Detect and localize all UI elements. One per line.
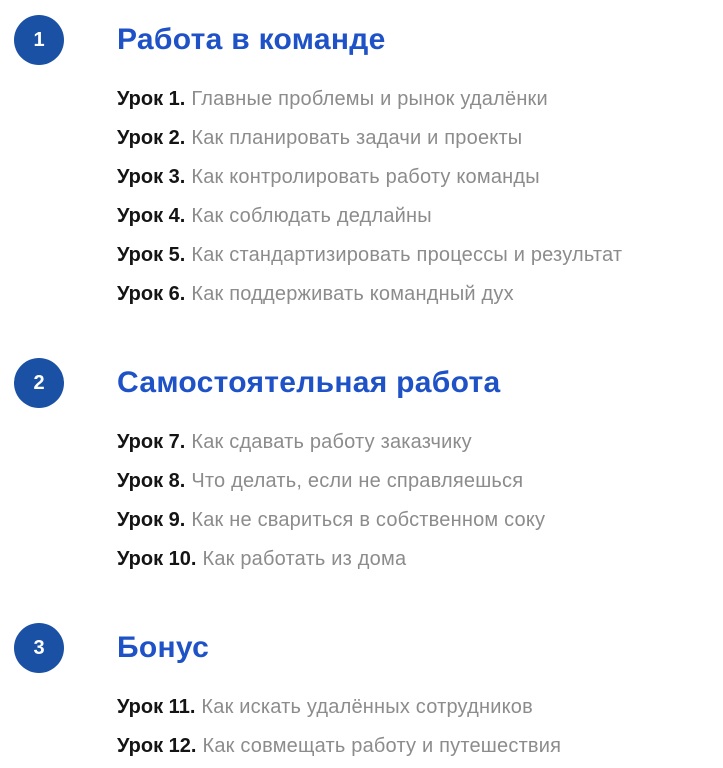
lesson-list: [117, 695, 561, 758]
lesson-list: [117, 430, 545, 571]
list-item: [117, 282, 622, 306]
list-item: [117, 126, 622, 150]
list-item: [117, 87, 622, 111]
section-number-badge: [14, 358, 64, 408]
section-teamwork: [14, 15, 723, 306]
section-number-badge: [14, 15, 64, 65]
list-item: [117, 469, 545, 493]
lesson-label: Урок 6.: [117, 283, 186, 305]
lesson-title: Как поддерживать командный дух: [191, 283, 514, 305]
lesson-title: Как искать удалённых сотрудников: [201, 696, 533, 718]
list-item: [117, 734, 561, 758]
list-item: [117, 695, 561, 719]
lesson-title: Как сдавать работу заказчику: [191, 431, 472, 453]
section-number-badge: [14, 623, 64, 673]
lesson-label: Урок 8.: [117, 470, 186, 492]
lesson-title: Что делать, если не справляешься: [191, 470, 524, 492]
lesson-title: Как не свариться в собственном соку: [191, 509, 546, 531]
list-item: [117, 204, 622, 228]
lesson-label: Урок 3.: [117, 166, 186, 188]
section-independent-work: [14, 358, 723, 571]
lesson-label: Урок 9.: [117, 509, 186, 531]
section-title: Самостоятельная работа: [117, 366, 501, 399]
lesson-label: Урок 1.: [117, 88, 186, 110]
section-bonus: [14, 623, 723, 758]
section-number: 3: [33, 636, 45, 659]
section-title: Работа в команде: [117, 23, 386, 56]
lesson-title: Как стандартизировать процессы и результат: [191, 244, 623, 266]
section-content: [117, 358, 545, 571]
lesson-title: Как контролировать работу команды: [191, 166, 540, 188]
section-content: [117, 623, 561, 758]
lesson-label: Урок 7.: [117, 431, 186, 453]
lesson-label: Урок 12.: [117, 735, 197, 757]
section-content: [117, 15, 622, 306]
lesson-label: Урок 2.: [117, 127, 186, 149]
lesson-title: Как соблюдать дедлайны: [191, 205, 432, 227]
list-item: [117, 508, 545, 532]
lesson-title: Как совмещать работу и путешествия: [202, 735, 562, 757]
list-item: [117, 165, 622, 189]
section-title: Бонус: [117, 631, 210, 664]
section-number: 2: [33, 371, 45, 394]
list-item: [117, 430, 545, 454]
lesson-label: Урок 11.: [117, 696, 196, 718]
list-item: [117, 547, 545, 571]
lesson-title: Главные проблемы и рынок удалёнки: [191, 88, 548, 110]
list-item: [117, 243, 622, 267]
section-number: 1: [33, 28, 45, 51]
lesson-label: Урок 4.: [117, 205, 186, 227]
lesson-list: [117, 87, 622, 306]
lesson-title: Как работать из дома: [202, 548, 407, 570]
lesson-label: Урок 10.: [117, 548, 197, 570]
lesson-label: Урок 5.: [117, 244, 186, 266]
lesson-title: Как планировать задачи и проекты: [191, 127, 523, 149]
